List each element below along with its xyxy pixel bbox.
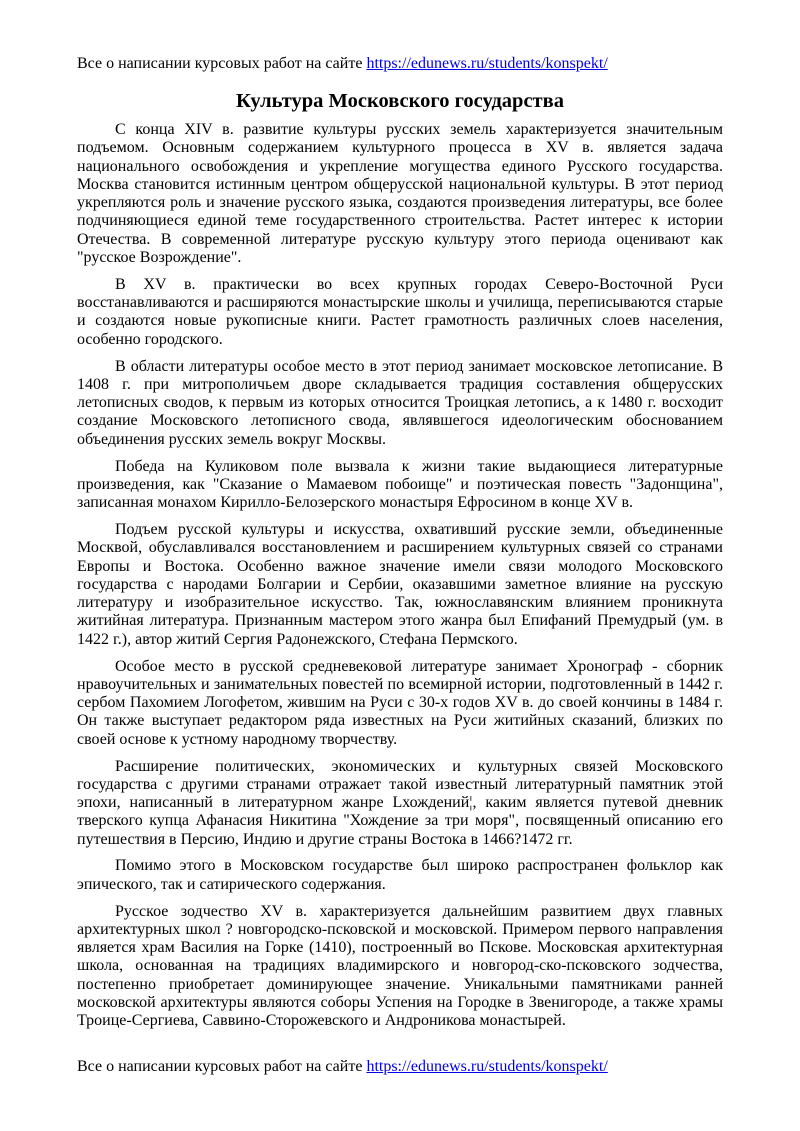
footer-text: Все о написании курсовых работ на сайте bbox=[77, 1058, 367, 1075]
document-body bbox=[77, 121, 723, 1039]
paragraph: В XV в. практически во всех крупных городах Северо-Восточной Руси восстанавливаются и расширяются монастырские школы и училища, переписываются старые и создаются новые рукописные книги. Растет грамотность различных слоев населения, особенно городского. bbox=[77, 275, 723, 348]
paragraph: Победа на Куликовом поле вызвала к жизни такие выдающиеся литературные произведения, как "Сказание о Мамаевом побоище" и поэтическая повесть "Задонщина", записанная монахом Кирилло-Белозерского монастыря Ефросином в конце XV в. bbox=[77, 457, 723, 512]
paragraph: Подъем русской культуры и искусства, охвативший русские земли, объединенные Москвой, обуславливался восстановлением и расширением культурных связей со странами Европы и Востока. Особенно важное значение имели связи молодого Московского государства с народами Болгарии и Сербии, оказавшими заметное влияние на русскую литературу и изобразительное искусство. Так, южнославянским влиянием проникнута житийная литература. Признанным мастером этого жанра был Епифаний Премудрый (ум. в 1422 г.), автор житий Сергия Радонежского, Стефана Пермского. bbox=[77, 520, 723, 648]
paragraph: Русское зодчество XV в. характеризуется дальнейшим развитием двух главных архитектурных школ ? новгородско-псковской и московской. Примером первого направления является храм Василия на Горке (1410), построенный во Пскове. Московская архитектурная школа, основанная на традициях владимирского и новгород-ско-псковского зодчества, постепенно приобретает доминирующее значение. Уникальными памятниками ранней московской архитектуры являются соборы Успения на Городке в Звенигороде, а также храмы Троице-Сергиева, Саввино-Сторожевского и Андроникова монастырей. bbox=[77, 902, 723, 1030]
paragraph: Помимо этого в Московском государстве был широко распространен фольклор как эпического, так и сатирического содержания. bbox=[77, 857, 723, 893]
header-link[interactable]: https://edunews.ru/students/konspekt/ bbox=[366, 55, 608, 72]
paragraph: Особое место в русской средневековой литературе занимает Хронограф - сборник нравоучительных и занимательных повестей по всемирной истории, подготовленный в 1442 г. сербом Пахомием Логофетом, жившим на Руси с 30-х годов XV в. до своей кончины в 1484 г. Он также выступает редактором ряда известных на Руси житийных сказаний, близких по своей основе к устному народному творчеству. bbox=[77, 657, 723, 748]
page-header bbox=[77, 55, 723, 73]
paragraph: С конца XIV в. развитие культуры русских земель характеризуется значительным подъемом. Основным содержанием культурного процесса в XV в. является задача национального освобождения и укрепление могущества единого Русского государства. Москва становится истинным центром общерусской национальной культуры. В этот период укрепляются роль и значение русского языка, создаются произведения литературы, все более подчиняющиеся единой теме государственного строительства. Растет интерес к истории Отечества. В современной литературе русскую культуру этого периода оценивают как "русское Возрождение". bbox=[77, 121, 723, 267]
page-footer bbox=[77, 1058, 723, 1076]
footer-link[interactable]: https://edunews.ru/students/konspekt/ bbox=[366, 1058, 608, 1075]
paragraph: Расширение политических, экономических и культурных связей Московского государства с другими странами отражает такой известный литературный памятник этой эпохи, написанный в литературном жанре Lхождений¦, каким является путевой дневник тверского купца Афанасия Никитина "Хождение за три моря", посвященный описанию его путешествия в Персию, Индию и другие страны Востока в 1466?1472 гг. bbox=[77, 757, 723, 848]
header-text: Все о написании курсовых работ на сайте bbox=[77, 55, 367, 72]
paragraph: В области литературы особое место в этот период занимает московское летописание. В 1408 г. при митрополичьем дворе складывается традиция составления общерусских летописных сводов, к первым из которых относится Троицкая летопись, а к 1480 г. восходит создание Московского летописного свода, являвшегося идеологическим обоснованием объединения русских земель вокруг Москвы. bbox=[77, 357, 723, 448]
document-title: Культура Московского государства bbox=[236, 90, 564, 112]
